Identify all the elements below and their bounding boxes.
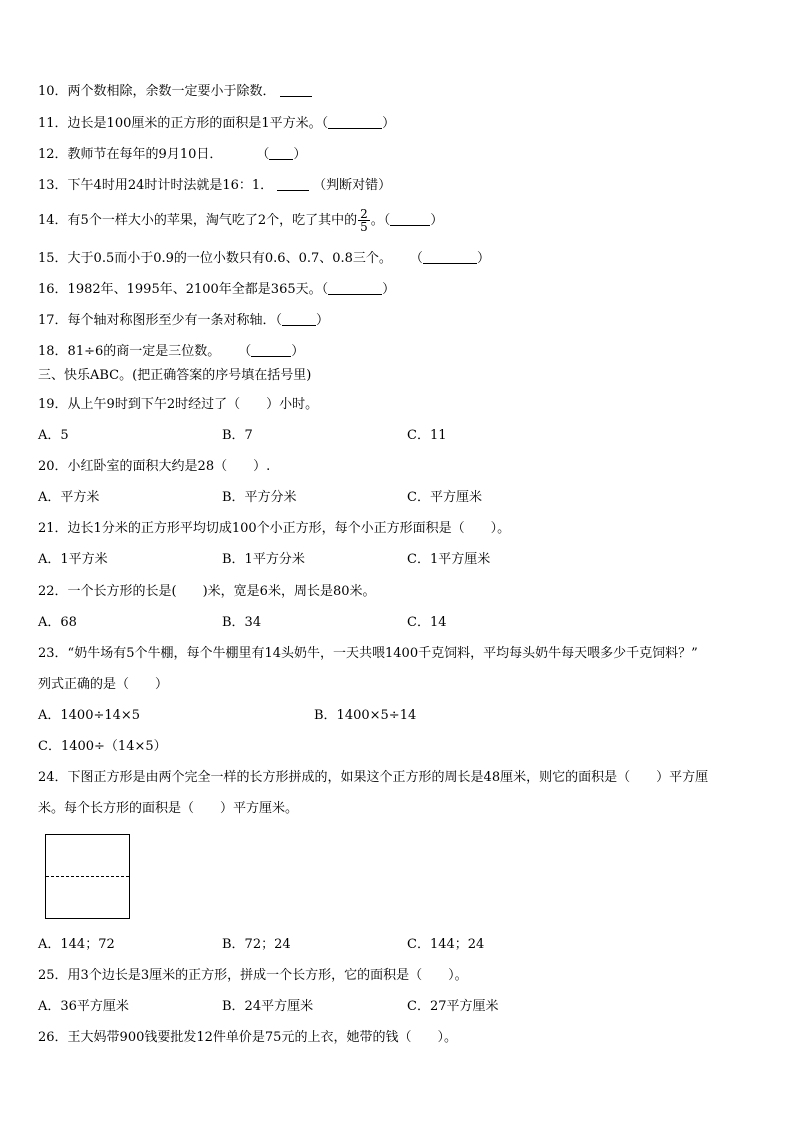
option-b[interactable]: B．平方分米 [222, 490, 297, 505]
answer-blank[interactable] [390, 213, 430, 226]
option-c[interactable]: C．144；24 [407, 937, 485, 952]
answer-blank[interactable] [328, 282, 382, 295]
question-11: 11．边长是100厘米的正方形的面积是1平方米。（ ） [38, 116, 396, 131]
section-heading: 三、快乐ABC。(把正确答案的序号填在括号里) [38, 368, 312, 383]
question-19: 19．从上午9时到下午2时经过了（ ）小时。 [38, 397, 319, 412]
answer-blank[interactable] [282, 313, 316, 326]
question-24-line2: 米。每个长方形的面积是（ ）平方厘米。 [38, 801, 299, 816]
question-13: 13．下午4时用24时计时法就是16：1． （判断对错） [38, 178, 392, 193]
question-23-line2: 列式正确的是（ ） [38, 677, 169, 692]
question-16: 16．1982年、1995年、2100年全都是365天。（ ） [38, 282, 396, 297]
option-b[interactable]: B．72；24 [222, 937, 291, 952]
question-17: 17．每个轴对称图形至少有一条对称轴．（ ） [38, 313, 330, 328]
option-c[interactable]: C．27平方厘米 [407, 999, 499, 1014]
option-a[interactable]: A．平方米 [38, 490, 100, 505]
answer-blank[interactable] [269, 147, 293, 160]
option-c[interactable]: C．1400÷（14×5） [38, 739, 167, 754]
option-a[interactable]: A．144；72 [38, 937, 115, 952]
question-10: 10．两个数相除，余数一定要小于除数． [38, 84, 312, 100]
option-a[interactable]: A．1400÷14×5 [38, 708, 141, 723]
answer-blank[interactable] [423, 251, 477, 264]
answer-blank[interactable] [251, 344, 291, 357]
option-b[interactable]: B．1400×5÷14 [314, 708, 417, 723]
option-a[interactable]: A．1平方米 [38, 552, 108, 567]
option-c[interactable]: C．1平方厘米 [407, 552, 491, 567]
option-c[interactable]: C．平方厘米 [407, 490, 482, 505]
answer-blank[interactable] [328, 116, 382, 129]
question-18: 18．81÷6的商一定是三位数。 （ ） [38, 344, 305, 359]
question-24: 24．下图正方形是由两个完全一样的长方形拼成的，如果这个正方形的周长是48厘米，则它的面积是（ ）平方厘 [38, 770, 709, 785]
option-b[interactable]: B．34 [222, 615, 262, 630]
option-c[interactable]: C．11 [407, 428, 447, 443]
dashed-divider [46, 876, 129, 877]
option-b[interactable]: B．1平方分米 [222, 552, 305, 567]
option-a[interactable]: A．5 [38, 428, 69, 443]
square-figure [45, 834, 130, 919]
option-c[interactable]: C．14 [407, 615, 447, 630]
fraction: $\frac{2}{5}$ [360, 207, 368, 234]
option-a[interactable]: A．68 [38, 615, 77, 630]
option-b[interactable]: B．24平方厘米 [222, 999, 314, 1014]
answer-blank[interactable] [277, 178, 309, 191]
option-a[interactable]: A．36平方厘米 [38, 999, 129, 1014]
question-20: 20．小红卧室的面积大约是28（ ）. [38, 459, 271, 474]
question-21: 21．边长1分米的正方形平均切成100个小正方形，每个小正方形面积是（ ）。 [38, 521, 511, 536]
question-26: 26．王大妈带900钱要批发12件单价是75元的上衣，她带的钱（ ）。 [38, 1030, 457, 1045]
question-25: 25．用3个边长是3厘米的正方形，拼成一个长方形，它的面积是（ ）。 [38, 968, 468, 983]
question-14: 14．有5个一样大小的苹果，淘气吃了2个，吃了其中的 $\frac{2}{5}$ 。（ ） [38, 207, 444, 234]
question-23: 23．“奶牛场有5个牛棚，每个牛棚里有14头奶牛，一天共喂1400千克饲料，平均每头奶牛每天喂多少千克饲料？” [38, 646, 698, 661]
answer-blank[interactable] [280, 84, 312, 97]
option-b[interactable]: B．7 [222, 428, 253, 443]
question-15: 15．大于0.5而小于0.9的一位小数只有0.6、0.7、0.8三个。 （ ） [38, 251, 490, 266]
question-12: 12．教师节在每年的9月10日． （ ） [38, 147, 307, 162]
question-22: 22．一个长方形的长是( )米，宽是6米，周长是80米。 [38, 584, 376, 599]
